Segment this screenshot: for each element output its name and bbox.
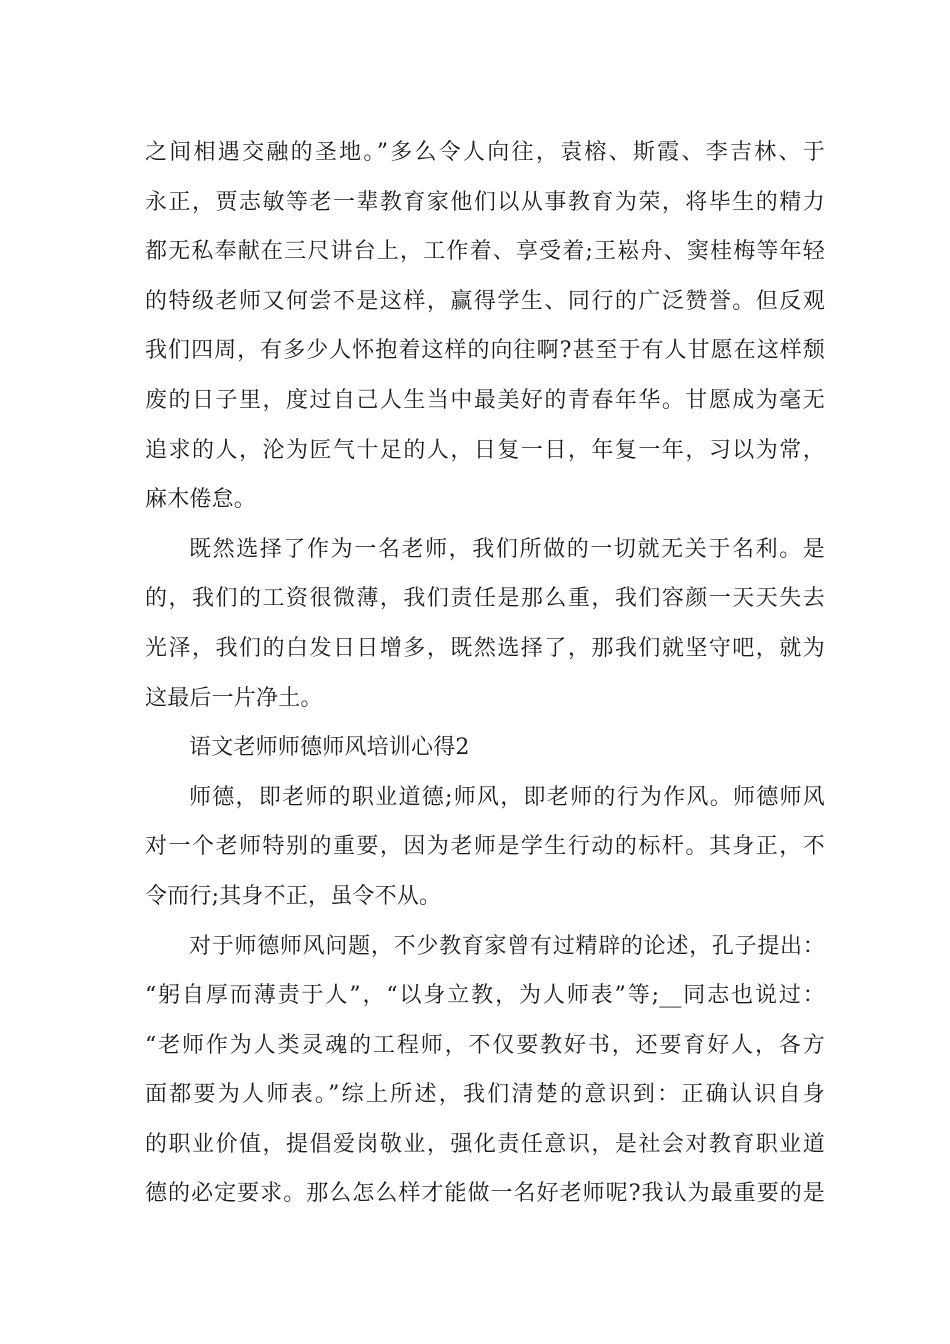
text-line: 德的必定要求。那么怎么样才能做一名好老师呢?我认为最重要的是 (145, 1181, 825, 1207)
text-line: 麻木倦怠。 (145, 487, 257, 513)
text-line: “躬自厚而薄责于人”，“以身立教，为人师表”等;__同志也说过： (145, 983, 825, 1009)
text-line: 对一个老师特别的重要，因为老师是学生行动的标杆。其身正，不 (145, 834, 825, 860)
text-line: 光泽，我们的白发日日增多，既然选择了，那我们就坚守吧，就为 (145, 635, 825, 661)
section-heading: 语文老师师德师风培训心得2 (189, 735, 470, 761)
text-line: 追求的人，沦为匠气十足的人，日复一日，年复一年，习以为常， (145, 437, 825, 463)
text-line: 对于师德师风问题，不少教育家曾有过精辟的论述，孔子提出： (189, 933, 825, 959)
text-line: 永正，贾志敏等老一辈教育家他们以从事教育为荣，将毕生的精力 (145, 189, 825, 215)
text-line: 师德，即老师的职业道德;师风，即老师的行为作风。师德师风 (189, 784, 825, 810)
paragraph-4 (145, 922, 825, 1220)
text-line: 的职业价值，提倡爱岗敬业，强化责任意识，是社会对教育职业道 (145, 1131, 825, 1157)
text-line: 之间相遇交融的圣地。”多么令人向往，袁榕、斯霞、李吉林、于 (145, 140, 825, 165)
text-line: 废的日子里，度过自己人生当中最美好的青春年华。甘愿成为毫无 (145, 387, 825, 413)
paragraph-3 (145, 773, 825, 922)
text-line: 都无私奉献在三尺讲台上，工作着、享受着;王崧舟、窦桂梅等年轻 (145, 239, 825, 265)
text-line: 我们四周，有多少人怀抱着这样的向往啊?甚至于有人甘愿在这样颓 (145, 338, 825, 364)
text-line: 面都要为人师表。”综上所述，我们清楚的意识到：正确认识自身 (145, 1082, 825, 1108)
text-line: 既然选择了作为一名老师，我们所做的一切就无关于名利。是 (189, 536, 825, 562)
text-line: 的，我们的工资很微薄，我们责任是那么重，我们容颜一天天失去 (145, 586, 825, 612)
document-body (145, 128, 825, 1219)
text-line: “老师作为人类灵魂的工程师，不仅要教好书，还要育好人，各方 (145, 1032, 825, 1058)
paragraph-2 (145, 525, 825, 723)
text-line: 令而行;其身不正，虽令不从。 (145, 883, 442, 909)
text-line: 的特级老师又何尝不是这样，赢得学生、同行的广泛赞誉。但反观 (145, 288, 825, 314)
paragraph-1 (145, 128, 825, 525)
text-line: 这最后一片净土。 (145, 685, 323, 711)
